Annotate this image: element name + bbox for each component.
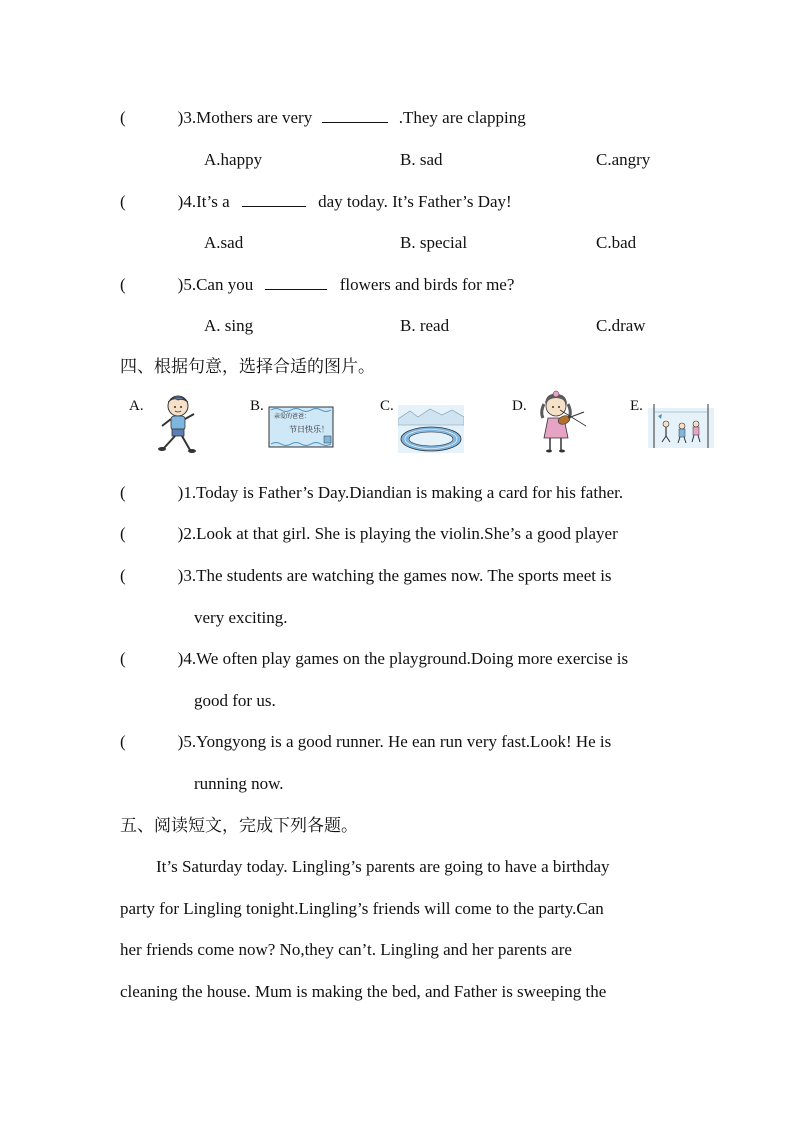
fill-blank[interactable] xyxy=(242,192,306,207)
section-heading-4: 四、根据句意，选择合适的图片。 xyxy=(120,357,375,377)
question-4: ( )4.It’s a day today. It’s Father’s Day! xyxy=(120,192,512,211)
option-c: C.draw xyxy=(596,316,646,335)
violin-girl-icon xyxy=(534,390,592,456)
playground-track-icon xyxy=(398,405,464,453)
section-heading-5: 五、阅读短文，完成下列各题。 xyxy=(120,816,358,836)
picture-label-b: B. xyxy=(250,398,264,414)
option-a: A. sing xyxy=(204,316,254,335)
picture-label-e: E. xyxy=(630,398,643,414)
picture-question-2: ( )2.Look at that girl. She is playing the violin.She’s a good player xyxy=(120,524,618,543)
picture-question-4: ( )4.We often play games on the playground.Doing more exercise is xyxy=(120,649,629,668)
picture-question-1: ( )1.Today is Father’s Day.Diandian is making a card for his father. xyxy=(120,483,624,502)
picture-question-3: ( )3.The students are watching the games now. The sports meet is xyxy=(120,566,612,585)
passage-line-4: cleaning the house. Mum is making the bed, and Father is sweeping the xyxy=(120,982,607,1001)
picture-question-4-cont: good for us. xyxy=(194,691,276,710)
picture-label-c: C. xyxy=(380,398,394,414)
fill-blank[interactable] xyxy=(322,108,388,123)
card-message: 节日快乐！ xyxy=(289,425,329,434)
picture-question-5-cont: running now. xyxy=(194,774,284,793)
card-greeting: 亲爱的爸爸： xyxy=(274,413,311,420)
option-a: A.sad xyxy=(204,233,244,252)
running-boy-icon xyxy=(152,392,204,456)
picture-label-d: D. xyxy=(512,398,527,414)
question-3: ( )3.Mothers are very .They are clapping xyxy=(120,108,526,127)
picture-label-a: A. xyxy=(129,398,144,414)
sports-meet-icon xyxy=(648,402,714,448)
option-b: B. sad xyxy=(400,150,443,169)
option-c: C.angry xyxy=(596,150,651,169)
option-a: A.happy xyxy=(204,150,263,169)
picture-question-5: ( )5.Yongyong is a good runner. He ean run very fast.Look! He is xyxy=(120,732,612,751)
passage-line-2: party for Lingling tonight.Lingling’s friends will come to the party.Can xyxy=(120,899,604,918)
option-b: B. read xyxy=(400,316,450,335)
passage-line-3: her friends come now? No,they can’t. Lingling and her parents are xyxy=(120,940,572,959)
picture-question-3-cont: very exciting. xyxy=(194,608,288,627)
fill-blank[interactable] xyxy=(265,275,327,290)
passage-line-1: It’s Saturday today. Lingling’s parents are going to have a birthday xyxy=(156,857,610,876)
answer-paren-open: ( xyxy=(120,108,126,127)
question-5: ( )5.Can you flowers and birds for me? xyxy=(120,275,515,294)
option-b: B. special xyxy=(400,233,468,252)
option-c: C.bad xyxy=(596,233,637,252)
